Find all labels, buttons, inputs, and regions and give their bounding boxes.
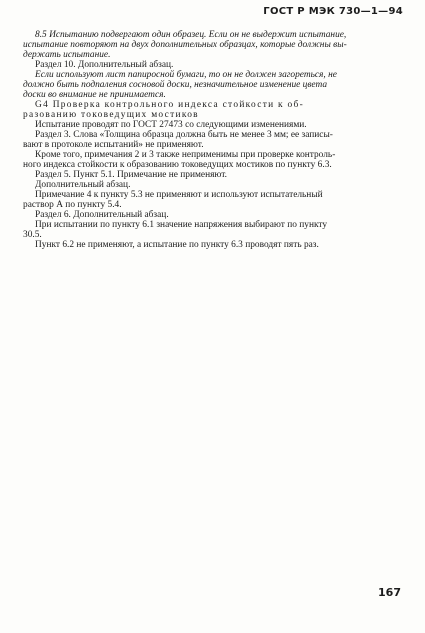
standard-header: ГОСТ Р МЭК 730—1—94 <box>263 6 403 17</box>
test-method-line: Испытание проводят по ГОСТ 27473 со следующими изменениями. <box>35 120 307 130</box>
section-3-line-1: Раздел 3. Слова «Толщина образца должна быть не менее 3 мм; ее записы- <box>35 130 333 140</box>
page-number: 167 <box>378 586 401 599</box>
voltage-line-2: 30.5. <box>23 230 42 240</box>
paragraph-8-5-line-3: держать испытание. <box>23 50 111 60</box>
notes-line-1: Кроме того, примечания 2 и 3 также неприменимы при проверке контроль- <box>35 150 336 160</box>
section-10-heading: Раздел 10. Дополнительный абзац. <box>35 60 174 70</box>
section-5-line: Раздел 5. Пункт 5.1. Примечание не применяют. <box>35 170 228 180</box>
paragraph-8-5-line-2: испытание повторяют на двух дополнительных образцах, которые должны вы- <box>23 40 347 50</box>
section-6-line: Раздел 6. Дополнительный абзац. <box>35 210 169 220</box>
voltage-line-1: При испытании по пункту 6.1 значение напряжения выбирают по пункту <box>35 220 328 230</box>
note-4-line-1: Примечание 4 к пункту 5.3 не применяют и используют испытательный <box>35 190 323 200</box>
clause-6-2-line: Пункт 6.2 не применяют, а испытание по пункту 6.3 проводят пять раз. <box>35 240 319 250</box>
g4-heading-line-1: G4 Проверка контрольного индекса стойкости к об- <box>35 100 305 110</box>
additional-paragraph-line: Дополнительный абзац. <box>35 180 131 190</box>
note-4-line-2: раствор А по пункту 5.4. <box>23 200 122 210</box>
g4-heading-line-2: разованию токоведущих мостиков <box>23 110 199 120</box>
notes-line-2: ного индекса стойкости к образованию токоведущих мостиков по пункту 6.3. <box>23 160 332 170</box>
paragraph-8-5-line-1: 8.5 Испытанию подвергают один образец. Если он не выдержит испытание, <box>35 30 347 40</box>
section-3-line-2: вают в протоколе испытаний» не применяют. <box>23 140 204 150</box>
paper-note-line-2: должно быть подпаления сосновой доски, незначительное изменение цвета <box>23 80 328 90</box>
paper-note-line-3: доски во внимание не принимается. <box>23 90 166 100</box>
paper-note-line-1: Если используют лист папиросной бумаги, то он не должен загореться, не <box>35 70 337 80</box>
